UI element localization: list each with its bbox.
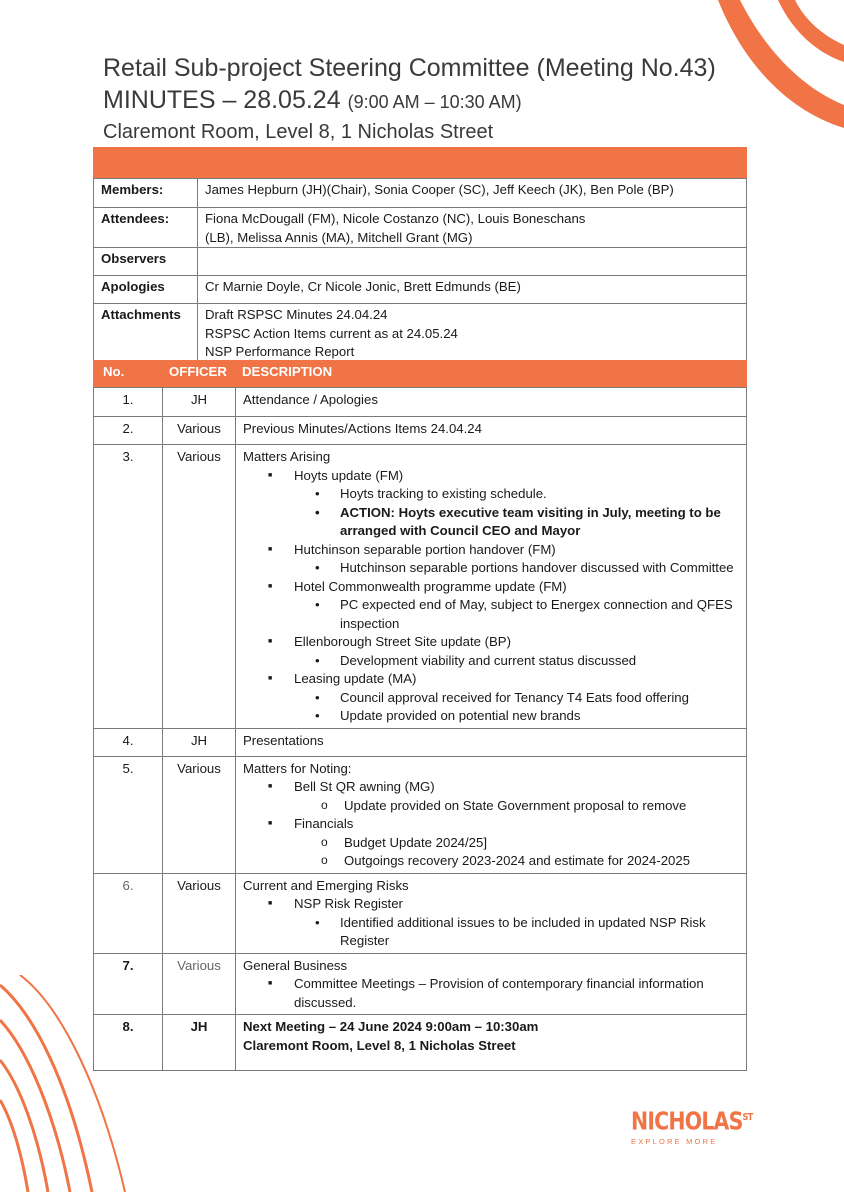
item-officer: Various bbox=[163, 756, 236, 873]
item-description: Previous Minutes/Actions Items 24.04.24 bbox=[236, 417, 747, 445]
attendees-line: Fiona McDougall (FM), Nicole Costanzo (NC), Louis Boneschans bbox=[205, 211, 586, 226]
item-number: 5. bbox=[94, 756, 163, 873]
agenda-row-8 bbox=[94, 1015, 747, 1071]
agenda-row-2 bbox=[94, 417, 747, 445]
agenda-row-5 bbox=[94, 756, 747, 873]
item-description: Presentations bbox=[236, 728, 747, 756]
item-title: Matters Arising bbox=[243, 449, 331, 464]
members-row bbox=[94, 179, 747, 208]
agenda-table bbox=[93, 387, 747, 1071]
sub-item: ■ Hoyts update (FM) bbox=[243, 467, 740, 486]
orange-header-bar bbox=[93, 147, 747, 178]
detail-item: • Council approval received for Tenancy T4 Eats food offering bbox=[243, 689, 740, 708]
sub-item: ■ Bell St QR awning (MG) bbox=[243, 778, 740, 797]
item-officer: Various bbox=[163, 873, 236, 953]
attachment-item: Draft RSPSC Minutes 24.04.24 bbox=[205, 307, 388, 322]
meeting-title: Retail Sub-project Steering Committee (Meeting No.43) bbox=[103, 54, 716, 82]
sub-item: ■ Hotel Commonwealth programme update (FM) bbox=[243, 578, 740, 597]
sub-item: ■ Leasing update (MA) bbox=[243, 670, 740, 689]
attendees-row bbox=[94, 208, 747, 248]
item-number: 2. bbox=[94, 417, 163, 445]
item-description bbox=[236, 953, 747, 1015]
detail-item: o Update provided on State Government proposal to remove bbox=[243, 797, 740, 816]
item-title: Current and Emerging Risks bbox=[243, 877, 409, 893]
item-officer: JH bbox=[163, 1015, 236, 1071]
attendees-label: Attendees: bbox=[94, 208, 198, 248]
agenda-row-6 bbox=[94, 873, 747, 953]
sub-item: ■ NSP Risk Register bbox=[243, 895, 740, 914]
detail-item: • Hoyts tracking to existing schedule. bbox=[243, 485, 740, 504]
next-meeting-date: Next Meeting – 24 June 2024 9:00am – 10:30am bbox=[243, 1019, 539, 1034]
attachments-row bbox=[94, 304, 747, 363]
attachment-item: NSP Performance Report bbox=[205, 344, 355, 359]
minutes-label: MINUTES – 28.05.24 bbox=[103, 86, 341, 114]
members-value: James Hepburn (JH)(Chair), Sonia Cooper (SC), Jeff Keech (JK), Ben Pole (BP) bbox=[198, 179, 747, 208]
item-number: 7. bbox=[94, 953, 163, 1015]
item-title: General Business bbox=[243, 957, 348, 973]
action-item: • ACTION: Hoyts executive team visiting in July, meeting to be arranged with Council CEO and Mayor bbox=[243, 504, 740, 541]
meeting-time: (9:00 AM – 10:30 AM) bbox=[347, 92, 522, 112]
item-title: Matters for Noting: bbox=[243, 760, 352, 776]
item-description bbox=[236, 1015, 747, 1071]
item-officer: Various bbox=[163, 953, 236, 1015]
column-description: DESCRIPTION bbox=[242, 364, 333, 379]
observers-row bbox=[94, 248, 747, 276]
apologies-label: Apologies bbox=[94, 276, 198, 304]
agenda-row-4 bbox=[94, 728, 747, 756]
members-label: Members: bbox=[94, 179, 198, 208]
nicholas-st-logo bbox=[631, 1105, 753, 1147]
item-description bbox=[236, 873, 747, 953]
attachments-label: Attachments bbox=[94, 304, 198, 363]
info-table bbox=[93, 178, 747, 363]
item-officer: JH bbox=[163, 388, 236, 417]
item-description: Attendance / Apologies bbox=[236, 388, 747, 417]
next-meeting-location: Claremont Room, Level 8, 1 Nicholas Street bbox=[243, 1037, 516, 1053]
apologies-value: Cr Marnie Doyle, Cr Nicole Jonic, Brett Edmunds (BE) bbox=[198, 276, 747, 304]
column-no: No. bbox=[103, 364, 125, 379]
observers-value bbox=[198, 248, 747, 276]
document-header bbox=[103, 52, 763, 146]
item-description bbox=[236, 445, 747, 729]
detail-item: • PC expected end of May, subject to Energex connection and QFES inspection bbox=[243, 596, 740, 633]
agenda-column-header bbox=[93, 360, 747, 387]
item-number: 1. bbox=[94, 388, 163, 417]
attendees-line: (LB), Melissa Annis (MA), Mitchell Grant (MG) bbox=[205, 229, 473, 245]
sub-item: ■ Ellenborough Street Site update (BP) bbox=[243, 633, 740, 652]
detail-item: o Budget Update 2024/25] bbox=[243, 834, 740, 853]
item-officer: JH bbox=[163, 728, 236, 756]
item-officer: Various bbox=[163, 417, 236, 445]
item-number: 3. bbox=[94, 445, 163, 729]
column-officer: OFFICER bbox=[169, 364, 227, 379]
sub-item: ■ Financials bbox=[243, 815, 740, 834]
sub-item: ■ Hutchinson separable portion handover (FM) bbox=[243, 541, 740, 560]
apologies-row bbox=[94, 276, 747, 304]
attendees-value bbox=[198, 208, 747, 248]
meeting-location: Claremont Room, Level 8, 1 Nicholas Street bbox=[103, 121, 494, 143]
item-number: 6. bbox=[94, 873, 163, 953]
detail-item: • Hutchinson separable portions handover discussed with Committee bbox=[243, 559, 740, 578]
sub-item: ■ Committee Meetings – Provision of contemporary financial information discussed. bbox=[243, 975, 740, 1012]
agenda-row-1 bbox=[94, 388, 747, 417]
attachments-value bbox=[198, 304, 747, 363]
detail-item: • Identified additional issues to be included in updated NSP Risk Register bbox=[243, 914, 740, 951]
detail-item: • Update provided on potential new brands bbox=[243, 707, 740, 726]
detail-item: o Outgoings recovery 2023-2024 and estimate for 2024-2025 bbox=[243, 852, 740, 871]
minutes-date-line bbox=[103, 84, 763, 118]
agenda-row-7 bbox=[94, 953, 747, 1015]
item-description bbox=[236, 756, 747, 873]
item-number: 8. bbox=[94, 1015, 163, 1071]
item-officer: Various bbox=[163, 445, 236, 729]
detail-item: • Development viability and current status discussed bbox=[243, 652, 740, 671]
item-number: 4. bbox=[94, 728, 163, 756]
observers-label: Observers bbox=[94, 248, 198, 276]
logo-tagline: EXPLORE MORE bbox=[631, 1137, 718, 1147]
agenda-row-3 bbox=[94, 445, 747, 729]
attachment-item: RSPSC Action Items current as at 24.05.24 bbox=[205, 325, 458, 341]
logo-wordmark: $NICHOLAS^{ST}$ bbox=[631, 1106, 753, 1136]
